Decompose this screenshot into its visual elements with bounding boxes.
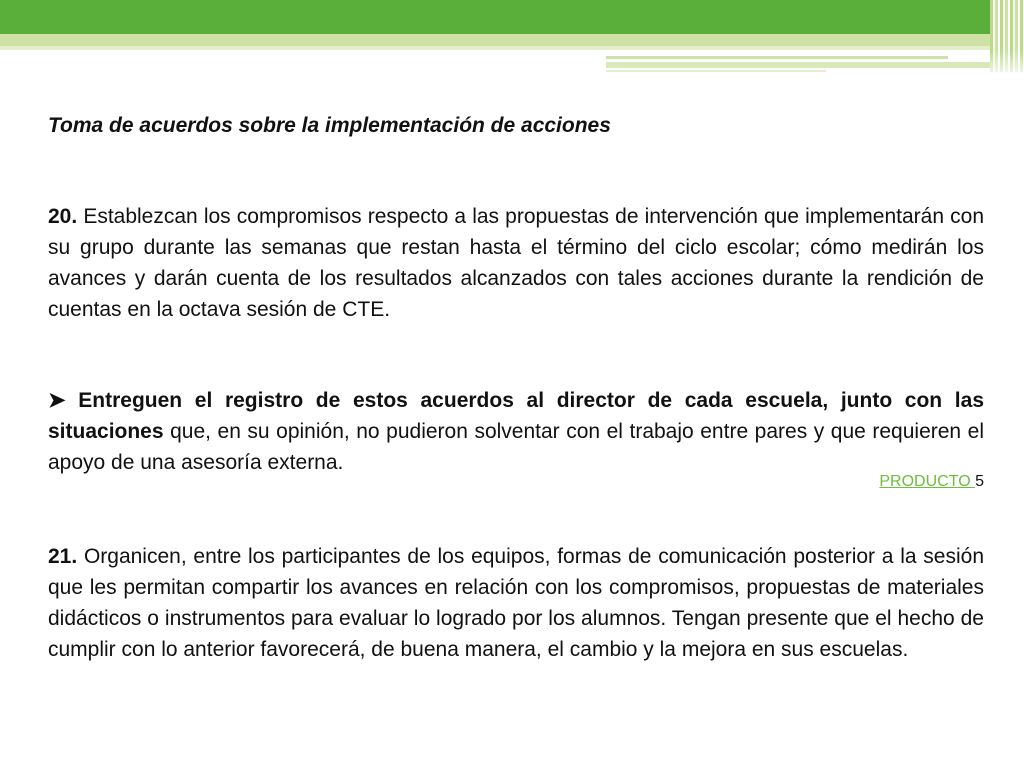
header-stripes-fade: [990, 50, 1024, 72]
product-reference: [879, 472, 984, 492]
slide-title: Toma de acuerdos sobre la implementación de acciones: [48, 114, 611, 137]
product-number: 5: [975, 473, 984, 490]
paragraph-item-20: [48, 201, 984, 325]
header-accent-line: [606, 62, 990, 68]
paragraph-bullet: [48, 385, 984, 478]
header-light-band: [0, 34, 990, 46]
paragraph-item-21: [48, 541, 984, 665]
arrow-bullet-icon: ➤: [48, 389, 66, 412]
item-text: Organicen, entre los participantes de los equipos, formas de comunicación posterior a la sesión que les permitan compartir los avances en relación con los compromisos, propuestas de materiales didácticos o instrumentos para evaluar lo logrado por los alumnos. Tengan presente que el hecho de cumplir con lo anterior favorecerá, de buena manera, el cambio y la mejora en sus escuelas.: [48, 545, 984, 661]
product-link[interactable]: PRODUCTO: [879, 473, 976, 490]
item-number: 20.: [48, 205, 78, 228]
bullet-bold-text: Entreguen el registro de estos acuerdos al director de cada escuela, junto con las situaciones: [48, 389, 984, 443]
header-accent-line: [606, 70, 826, 72]
bullet-text: que, en su opinión, no pudieron solventar con el trabajo entre pares y que requieren el apoyo de una asesoría externa.: [48, 420, 984, 474]
header-green-band: [0, 0, 990, 34]
header-accent-line: [606, 56, 948, 59]
item-number: 21.: [48, 545, 78, 568]
item-text: Establezcan los compromisos respecto a las propuestas de intervención que implementarán con su grupo durante las semanas que restan hasta el término del ciclo escolar; cómo medirán los avances y darán cuenta de los resultados alcanzados con tales acciones durante la rendición de cuentas en la octava sesión de CTE.: [48, 205, 984, 321]
header-pale-band: [0, 46, 990, 50]
